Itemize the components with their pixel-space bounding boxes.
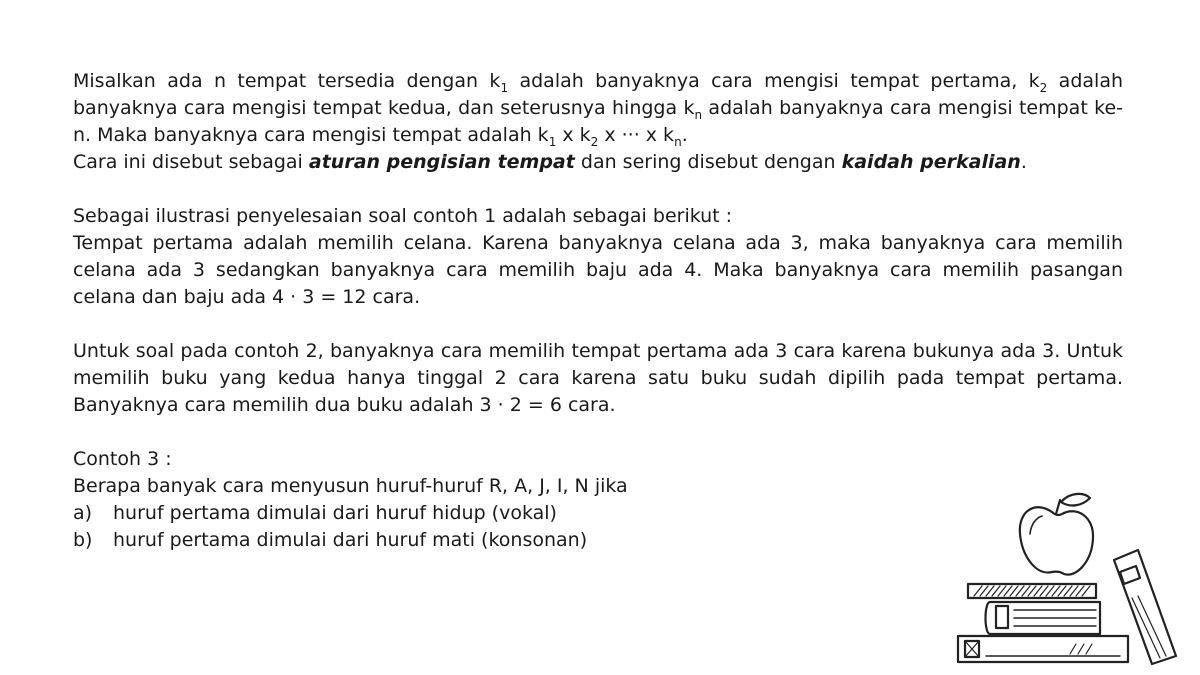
subscript: 2 (590, 134, 599, 149)
apple-on-books-icon (950, 486, 1180, 666)
example3-question: Berapa banyak cara menyusun huruf-huruf R, A, J, I, N jika (73, 475, 628, 497)
rule-term: aturan pengisian tempat (308, 151, 575, 173)
document-body (73, 68, 1123, 554)
example3-heading: Contoh 3 : (73, 448, 172, 470)
rule-text: . (1020, 151, 1027, 173)
definition-text: adalah banyaknya cara mengisi tempat ke-n. Maka banyaknya cara mengisi tempat adalah k (73, 97, 1123, 146)
rule-term: kaidah perkalian (841, 151, 1021, 173)
subscript: n (694, 107, 703, 122)
example2-paragraph: Untuk soal pada contoh 2, banyaknya cara memilih tempat pertama ada 3 cara karena bukunya ada 3. Untuk memilih buku yang kedua hanya tinggal 2 cara karena satu buku sudah dipilih pada tempat pertama. Banyaknya cara memilih dua buku adalah 3 · 2 = 6 cara. (73, 340, 1123, 416)
list-marker: a) (73, 502, 93, 524)
paragraph-gap (73, 176, 1123, 203)
definition-text: adalah banyaknya cara mengisi tempat kedua, dan seterusnya hingga k (73, 70, 1123, 119)
paragraph-gap (73, 311, 1123, 338)
list-marker: b) (73, 529, 93, 551)
list-item-text: huruf pertama dimulai dari huruf hidup (vokal) (113, 502, 557, 524)
list-item-text: huruf pertama dimulai dari huruf mati (konsonan) (113, 529, 588, 551)
definition-text: x ··· x k (598, 124, 675, 146)
illustration-body: Tempat pertama adalah memilih celana. Karena banyaknya celana ada 3, maka banyaknya cara memilih celana ada 3 sedangkan banyaknya cara memilih baju ada 4. Maka banyaknya cara memilih pasangan celana dan baju ada 4 · 3 = 12 cara. (73, 232, 1123, 308)
rule-name-paragraph (73, 149, 1123, 176)
subscript: 1 (548, 134, 557, 149)
rule-text: dan sering disebut dengan (574, 151, 842, 173)
illustration-intro: Sebagai ilustrasi penyelesaian soal contoh 1 adalah sebagai berikut : (73, 205, 733, 227)
subscript: n (674, 134, 682, 149)
definition-text: adalah banyaknya cara mengisi tempat pertama, k (508, 70, 1040, 92)
definition-text: Misalkan ada n tempat tersedia dengan k (73, 70, 501, 92)
definition-paragraph (73, 68, 1123, 149)
rule-text: Cara ini disebut sebagai (73, 151, 309, 173)
subscript: 1 (500, 80, 509, 95)
subscript: 2 (1039, 80, 1048, 95)
paragraph-gap (73, 419, 1123, 446)
definition-text: x k (556, 124, 591, 146)
definition-text: . (681, 124, 688, 146)
